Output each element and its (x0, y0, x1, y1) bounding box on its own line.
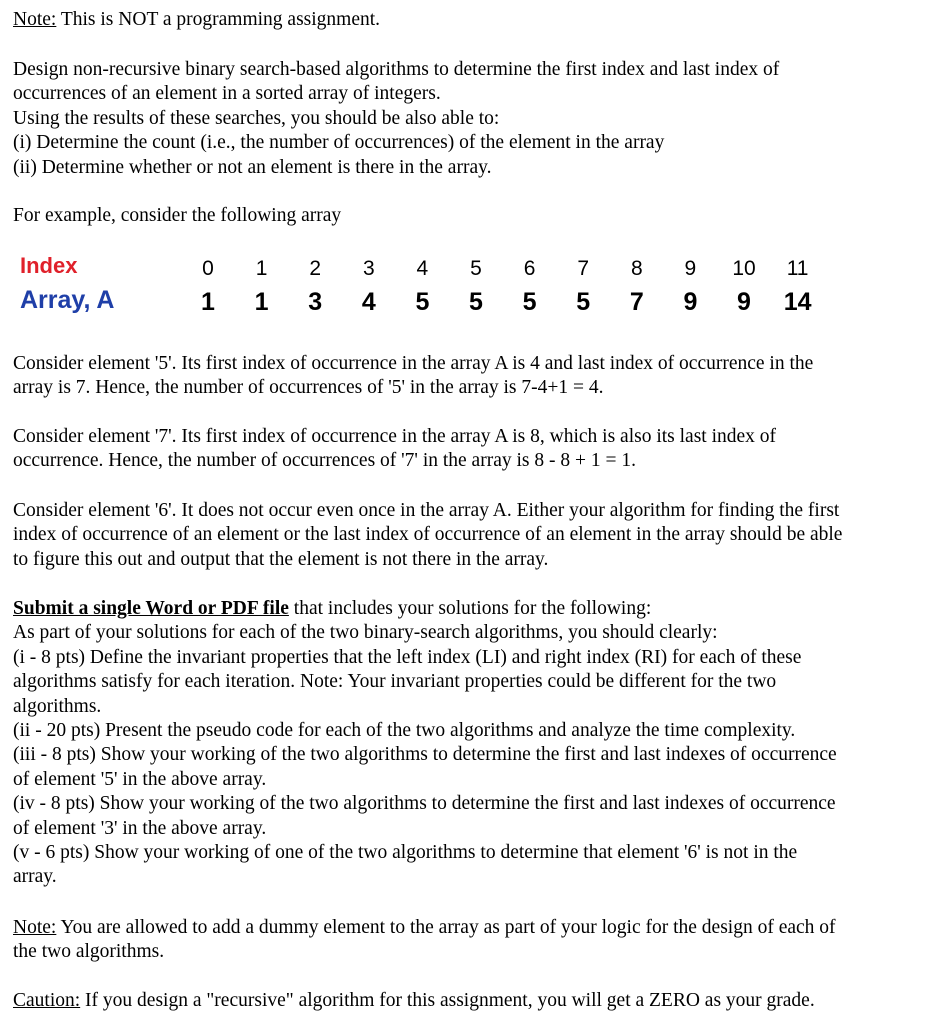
paragraph-line: array is 7. Hence, the number of occurrences of '5' in the array is 7-4+1 = 4. (13, 377, 604, 399)
caution-label: Caution: (13, 990, 81, 1011)
intro-paragraph (13, 58, 918, 180)
paragraph-line: to figure this out and output that the element is not there in the array. (13, 548, 549, 570)
paragraph-line: Consider element '7'. Its first index of occurrence in the array A is 8, which is also its last index of (13, 426, 777, 447)
submit-first-line (13, 597, 918, 621)
array-value-cell: 7 (629, 288, 644, 316)
note-bottom-line2: the two algorithms. (13, 941, 165, 963)
note-bottom-line1: You are allowed to add a dummy element to the array as part of your logic for the design of each of (56, 917, 836, 938)
array-value-cell: 3 (308, 288, 323, 316)
intro-line: (ii) Determine whether or not an element is there in the array. (13, 156, 492, 178)
index-cell: 1 (255, 257, 268, 280)
intro-line: occurrences of an element in a sorted array of integers. (13, 83, 441, 105)
array-value-cell: 1 (201, 288, 215, 316)
submit-line: algorithms. (13, 695, 102, 717)
index-cell: 4 (416, 257, 429, 280)
note-top-text: This is NOT a programming assignment. (56, 9, 381, 30)
intro-line: Design non-recursive binary search-based algorithms to determine the first index and last index of (13, 59, 780, 80)
array-value-cell: 14 (783, 288, 812, 316)
index-cell: 9 (684, 257, 697, 280)
array-value-cell: 5 (576, 288, 591, 316)
index-cell: 7 (577, 257, 590, 280)
submit-first-line-rest: that includes your solutions for the following: (288, 598, 652, 619)
submit-line: (ii - 20 pts) Present the pseudo code for each of the two algorithms and analyze the time complexity. (13, 720, 796, 742)
note-bottom (13, 916, 918, 965)
index-cell: 2 (309, 257, 322, 280)
index-cell: 11 (786, 257, 809, 280)
array-value-cell: 5 (415, 288, 430, 316)
note-top (13, 8, 918, 32)
note-bottom-label: Note: (13, 917, 57, 938)
paragraph-line: occurrence. Hence, the number of occurrences of '7' in the array is 8 - 8 + 1 = 1. (13, 450, 636, 472)
submit-line: As part of your solutions for each of the two binary-search algorithms, you should clearly: (13, 622, 718, 644)
array-value-cell: 5 (469, 288, 483, 316)
submit-line: (v - 6 pts) Show your working of one of the two algorithms to determine that element '6' is not in the (13, 842, 798, 864)
paragraph-element-7 (13, 425, 918, 474)
caution-text: If you design a "recursive" algorithm for this assignment, you will get a ZERO as your grade. (80, 990, 815, 1011)
array-value-cell: 5 (522, 288, 537, 316)
submit-line: (iv - 8 pts) Show your working of the two algorithms to determine the first and last indexes of occurrence (13, 793, 836, 815)
index-cell: 8 (630, 257, 643, 280)
submit-line: algorithms satisfy for each iteration. Note: Your invariant properties could be different for the two (13, 671, 777, 693)
array-figure (20, 252, 840, 324)
submit-label: Submit a single Word or PDF file (13, 598, 289, 619)
index-cell: 3 (362, 257, 375, 280)
submit-line: array. (13, 866, 57, 888)
index-cell: 0 (202, 257, 214, 280)
note-top-label: Note: (13, 9, 57, 30)
index-row-label: Index (20, 253, 78, 278)
submit-line: of element '5' in the above array. (13, 768, 267, 790)
array-value-cell: 4 (361, 288, 376, 316)
index-cell: 10 (732, 257, 756, 280)
array-value-cell: 9 (737, 288, 751, 316)
intro-line: (i) Determine the count (i.e., the number of occurrences) of the element in the array (13, 132, 665, 154)
submit-line: (i - 8 pts) Define the invariant properties that the left index (LI) and right index (RI) for each of these (13, 646, 802, 668)
submit-line: of element '3' in the above array. (13, 817, 267, 839)
paragraph-line: index of occurrence of an element or the last index of occurrence of an element in the array should be able (13, 524, 843, 546)
array-value-cell: 1 (254, 288, 269, 316)
caution (13, 989, 918, 1013)
submit-line: (iii - 8 pts) Show your working of the two algorithms to determine the first and last indexes of occurrence (13, 744, 837, 766)
array-row-label: Array, A (20, 286, 115, 314)
index-cell: 6 (523, 257, 536, 280)
paragraph-element-5 (13, 352, 918, 401)
intro-line: Using the results of these searches, you should be also able to: (13, 107, 500, 129)
example-intro: For example, consider the following array (13, 205, 342, 226)
array-value-cell: 9 (683, 288, 698, 316)
index-cell: 5 (470, 257, 482, 280)
paragraph-line: Consider element '6'. It does not occur even once in the array A. Either your algorithm for finding the first (13, 500, 840, 521)
submit-instructions (13, 597, 918, 890)
paragraph-line: Consider element '5'. Its first index of occurrence in the array A is 4 and last index of occurrence in the (13, 353, 814, 374)
paragraph-element-6 (13, 499, 918, 572)
note-bottom-line (13, 916, 918, 940)
